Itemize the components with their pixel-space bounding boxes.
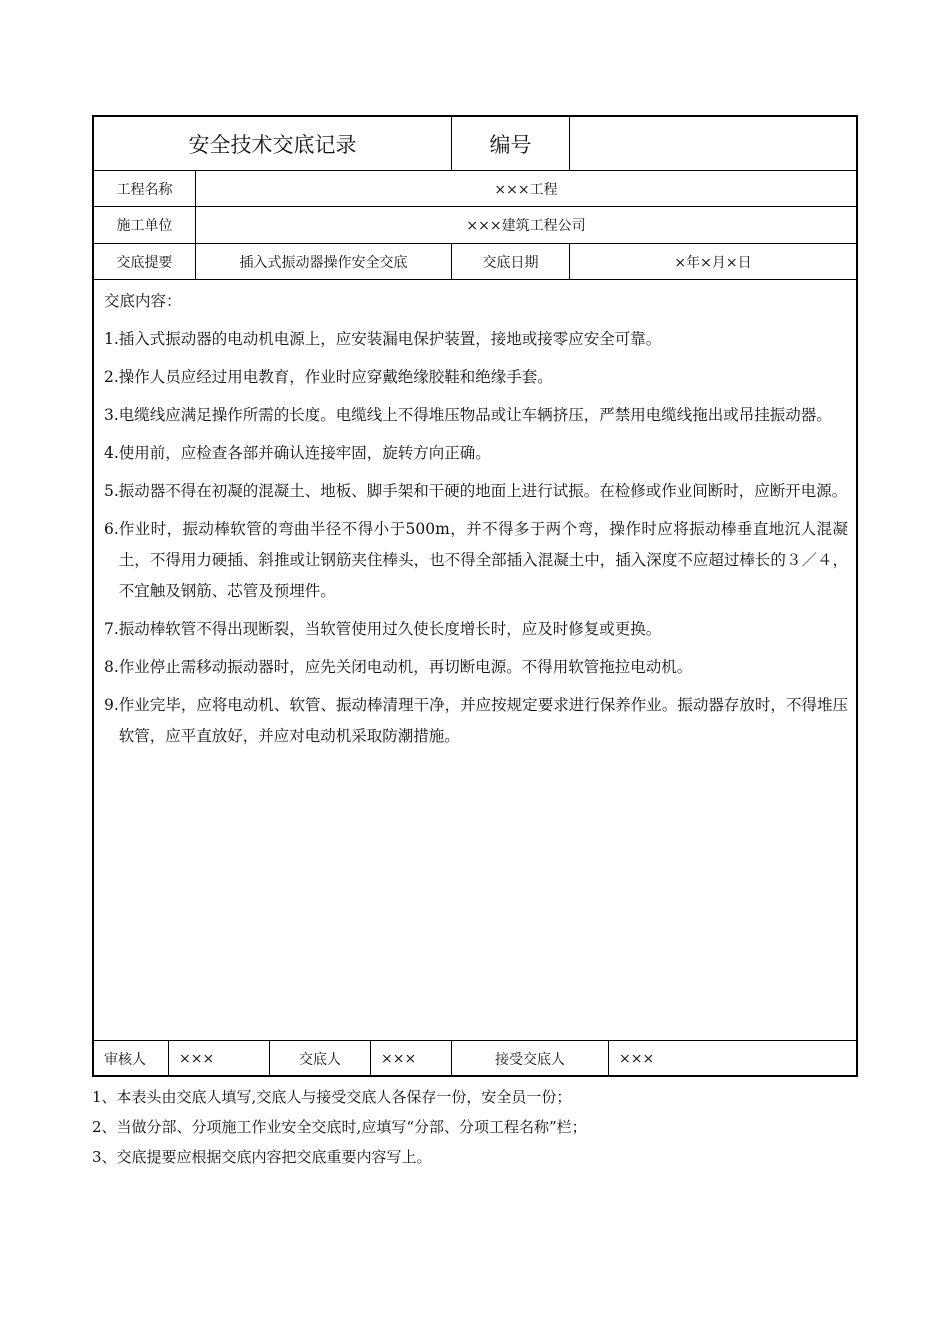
content-item	[104, 438, 848, 469]
item-text: 振动器不得在初凝的混凝土、地板、脚手架和干硬的地面上进行试振。在检修或作业间断时，应断开电源。	[118, 482, 848, 500]
item-text: 作业停止需移动振动器时，应先关闭电动机，再切断电源。不得用软管拖拉电动机。	[118, 658, 693, 676]
item-text: 电缆线应满足操作所需的长度。电缆线上不得堆压物品或让车辆挤压，严禁用电缆线拖出或吊挂振动器。	[118, 406, 832, 424]
content-item	[104, 476, 848, 507]
content-item	[104, 614, 848, 645]
item-number: 5.	[104, 482, 119, 500]
unit-row	[94, 207, 856, 244]
item-text: 作业完毕，应将电动机、软管、振动棒清理干净，并应按规定要求进行保养作业。振动器存放时，不得堆压软管，应平直放好，并应对电动机采取防潮措施。	[118, 696, 848, 745]
receiver-value[interactable]: ×××	[619, 1051, 655, 1067]
project-row	[94, 171, 856, 207]
content-item	[104, 362, 848, 393]
item-text: 振动棒软管不得出现断裂，当软管使用过久使长度增长时，应及时修复或更换。	[118, 620, 662, 638]
receiver-label: 接受交底人	[452, 1041, 609, 1077]
date-label: 交底日期	[452, 244, 570, 279]
briefing-content	[94, 280, 856, 1041]
note-line: 1、本表头由交底人填写,交底人与接受交底人各保存一份，安全员一份；	[92, 1088, 572, 1106]
item-number: 2.	[104, 368, 119, 386]
content-item	[104, 690, 848, 752]
content-item	[104, 324, 848, 355]
construction-unit-label: 施工单位	[94, 207, 196, 243]
form-notes	[92, 1082, 587, 1172]
item-text: 作业时，振动棒软管的弯曲半径不得小于500m，并不得多于两个弯，操作时应将振动棒垂直地沉人混凝土，不得用力硬插、斜推或让钢筋夹住棒头，也不得全部插入混凝土中，插入深度不应超过棒长的３／４，不宜触及钢筋、芯管及预埋件。	[118, 520, 848, 600]
item-number: 9.	[104, 696, 119, 714]
signature-row	[94, 1041, 856, 1077]
number-label: 编号	[452, 117, 570, 170]
content-item	[104, 514, 848, 607]
item-text: 操作人员应经过用电教育，作业时应穿戴绝缘胶鞋和绝缘手套。	[118, 368, 553, 386]
form-title: 安全技术交底记录	[94, 117, 452, 170]
content-item	[104, 400, 848, 431]
construction-unit-value[interactable]: ×××建筑工程公司	[466, 218, 586, 234]
item-number: 6.	[104, 520, 119, 538]
safety-briefing-form	[92, 115, 858, 1077]
item-text: 插入式振动器的电动机电源上，应安装漏电保护装置，接地或接零应安全可靠。	[118, 330, 662, 348]
presenter-value[interactable]: ×××	[371, 1041, 452, 1077]
summary-row	[94, 244, 856, 280]
number-value[interactable]	[570, 117, 856, 170]
date-value[interactable]: ×年×月×日	[674, 254, 752, 271]
summary-value[interactable]: 插入式振动器操作安全交底	[196, 244, 452, 279]
project-name-value[interactable]: ×××工程	[494, 181, 558, 198]
item-text: 使用前，应检查各部并确认连接牢固，旋转方向正确。	[118, 444, 491, 462]
note-line: 3、交底提要应根据交底内容把交底重要内容写上。	[92, 1148, 432, 1166]
item-number: 1.	[104, 330, 119, 348]
content-heading: 交底内容：	[104, 292, 182, 310]
summary-label: 交底提要	[94, 244, 196, 279]
item-number: 4.	[104, 444, 119, 462]
note-line: 2、当做分部、分项施工作业安全交底时,应填写“分部、分项工程名称”栏；	[92, 1118, 587, 1136]
reviewer-label: 审核人	[94, 1041, 169, 1077]
item-number: 7.	[104, 620, 119, 638]
title-row	[94, 117, 856, 171]
presenter-label: 交底人	[270, 1041, 371, 1077]
item-number: 3.	[104, 406, 119, 424]
reviewer-value[interactable]: ×××	[169, 1041, 270, 1077]
item-number: 8.	[104, 658, 119, 676]
project-name-label: 工程名称	[94, 171, 196, 206]
content-item	[104, 652, 848, 683]
